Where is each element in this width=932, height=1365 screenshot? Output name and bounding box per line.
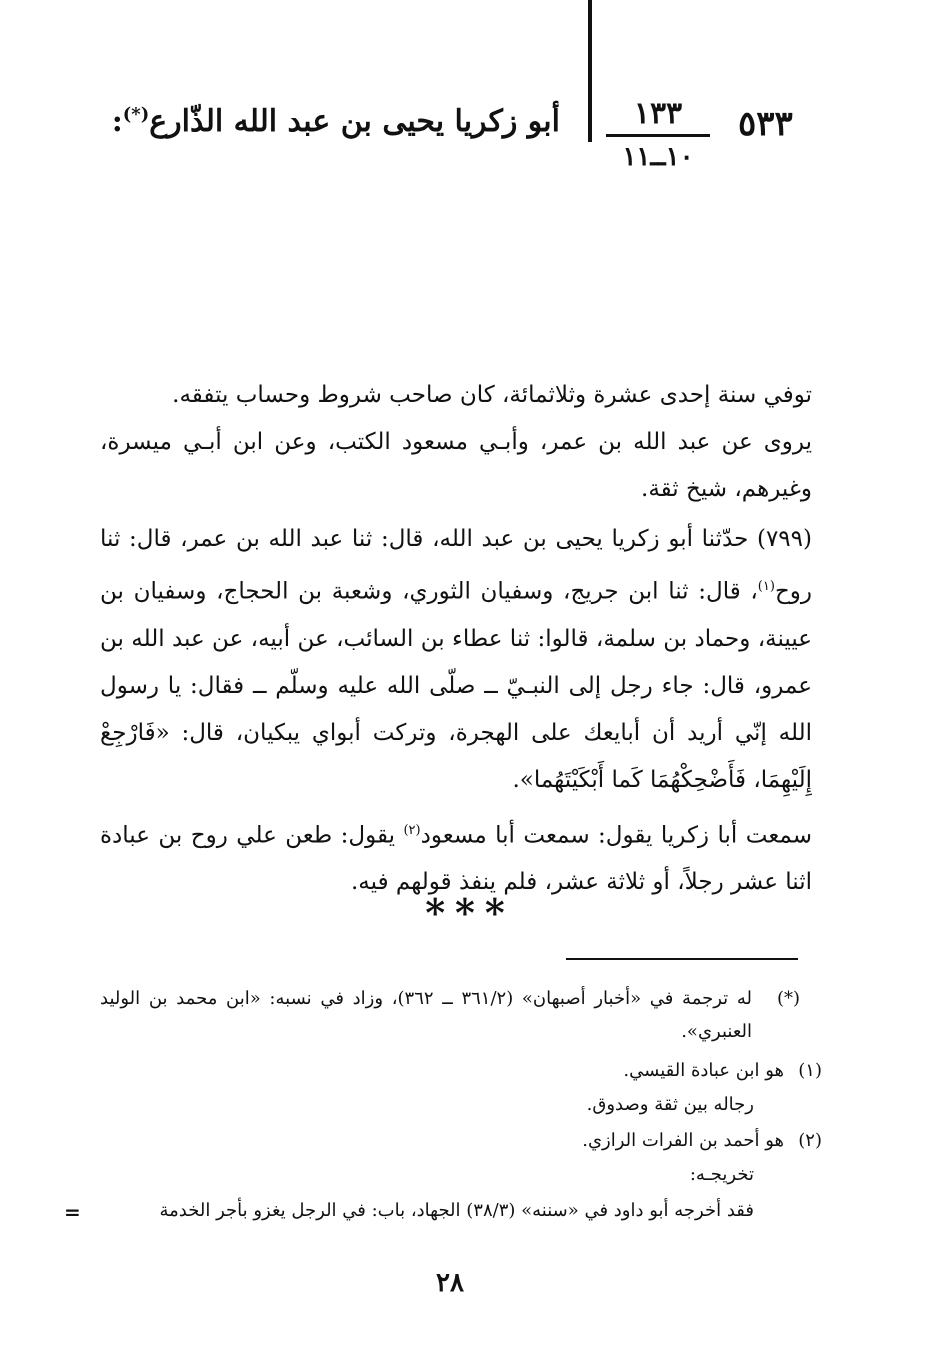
fraction-bar [606, 134, 710, 137]
footnote-2-text: هو أحمد بن الفرات الرازي. [582, 1130, 784, 1151]
takhrij-heading: تخريجـه: [689, 1164, 754, 1185]
page-number: ٢٨ [436, 1268, 464, 1298]
paragraph-hadith [100, 516, 812, 804]
footnote-star [100, 982, 800, 1048]
entry-number: ٥٣٣ [738, 104, 793, 144]
footnote-star-mark: (*) [776, 988, 800, 1009]
footnote-star-text: له ترجمة في «أخبار أصبهان» (٣٦١/٢ ــ ٣٦٢)، وزاد في نسبه: «ابن محمد بن الوليد العنبري». [100, 988, 752, 1042]
footnote-ref-2: (٢) [403, 822, 421, 838]
entry-title [112, 104, 560, 139]
fraction-bottom: ١٠ــ١١ [622, 142, 694, 172]
entry-fraction [606, 98, 710, 171]
hadith-text-a: (٧٩٩) حدّثنا أبو زكريا يحيى بن عبد الله، قال: ثنا عبد الله بن عمر، قال: ثنا روح [100, 526, 812, 605]
footnote-ref-1: (١) [757, 579, 775, 594]
paragraph-death: توفي سنة إحدى عشرة وثلاثمائة، كان صاحب شروط وحساب يتفقه. [172, 382, 812, 408]
saying-text-b: يقول: طعن علي روح بن عبادة اثنا عشر رجلاً، أو ثلاثة عشر، فلم ينفذ قولهم فيه. [100, 822, 812, 896]
saying-text-a: سمعت أبا زكريا يقول: سمعت أبا مسعود [420, 822, 812, 849]
fraction-top: ١٣٣ [633, 96, 683, 131]
title-text: أبو زكريا يحيى بن عبد الله الذّارع [149, 104, 560, 139]
footnote-1-text-2: رجاله بين ثقة وصدوق. [586, 1094, 754, 1115]
title-colon: : [111, 104, 123, 139]
takhrij-text: فقد أخرجه أبو داود في «سننه» (٣٨/٣) الجهاد، باب: في الرجل يغزو بأجر الخدمة [159, 1200, 754, 1221]
body-text [100, 372, 812, 906]
footnote-rule [566, 958, 798, 960]
header-divider [588, 0, 592, 142]
footnote-1-mark: (١) [798, 1060, 822, 1081]
footnote-2-mark: (٢) [798, 1130, 822, 1151]
paragraph-narrators: يروى عن عبد الله بن عمر، وأبـي مسعود الكتب، وعن ابن أبـي ميسرة، وغيرهم، شيخ ثقة. [100, 429, 812, 502]
section-separator-stars: *** [425, 890, 515, 935]
hadith-text-b: ، قال: ثنا ابن جريج، وسفيان الثوري، وشعبة بن الحجاج، وسفيان بن عيينة، وحماد بن سلمة، قالوا: ثنا عطاء بن السائب، عن أبيه، عن عبد الله بن عمرو، قال: جاء رجل إلى النبـيّ ــ صلّى الله عليه وسلّم ــ فقال: يا رسول الله إنّي أريد أن أبايعك على الهجرة، وتركت أبواي يبكيان، قال: «فَارْجِعْ إِلَيْهِمَا، فَأَضْحِكْهُمَا كَما أَبْكَيْتَهُما». [100, 578, 812, 793]
title-footnote-mark: (*) [122, 104, 150, 125]
continuation-mark: = [64, 1200, 81, 1224]
footnote-1-text: هو ابن عبادة القيسي. [623, 1060, 784, 1081]
